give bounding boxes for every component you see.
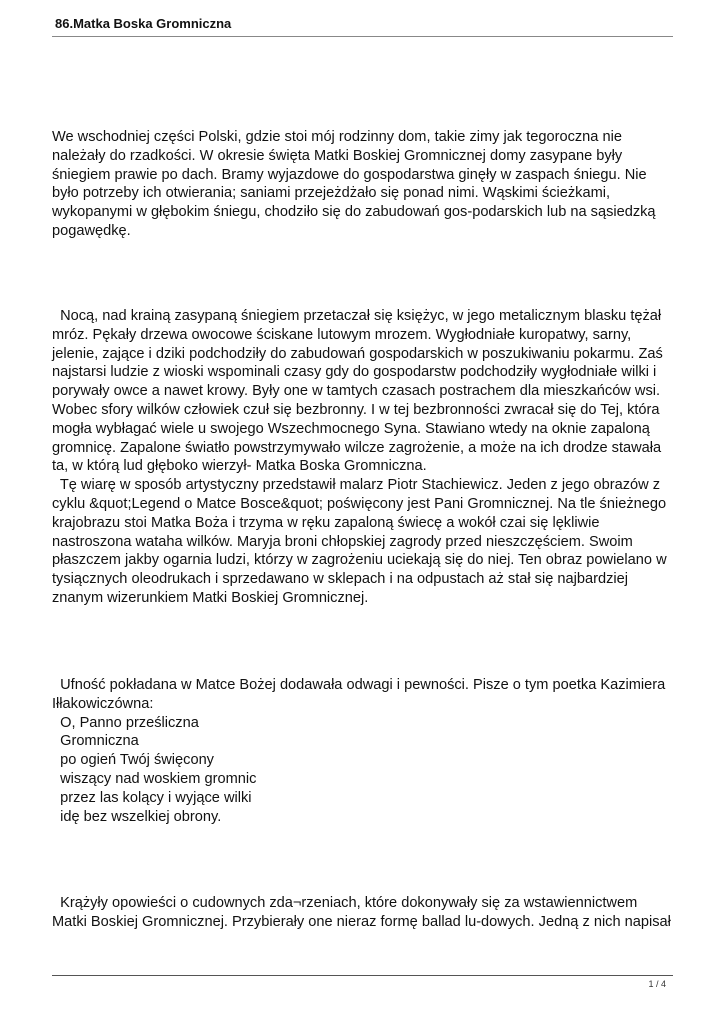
text-line: ta, w którą lud głęboko wierzył- Matka Boska Gromniczna. bbox=[52, 458, 427, 475]
text-line: Tę wiarę w sposób artystyczny przedstawił malarz Piotr Stachiewicz. Jeden z jego obrazów z bbox=[52, 477, 661, 494]
page-number: 1 / 4 bbox=[648, 979, 666, 989]
text-line: śniegiem prawie po dach. Bramy wyjazdowe do gospodarstwa ginęły w zaspach śniegu. Nie bbox=[52, 166, 647, 183]
text-line: We wschodniej części Polski, gdzie stoi mój rodzinny dom, takie zimy jak tegoroczna nie bbox=[52, 129, 622, 145]
text-line: Gromniczna bbox=[52, 733, 139, 750]
text-line: Wobec sfory wilków człowiek czuł się bezbronny. I w tej bezbronności zwracał się do Tej, która bbox=[52, 401, 660, 418]
page-title: 86.Matka Boska Gromniczna bbox=[55, 16, 232, 31]
text-line: mogła wybłagać wiele u swojego Wszechmocnego Syna. Stawiano wtedy na oknie zapaloną bbox=[52, 420, 650, 437]
text-line: było potrzeby ich otwierania; saniami przejeżdżało się ponad nimi. Wąskimi ścieżkami, bbox=[52, 185, 611, 202]
text-line: porywały owce a nawet krowy. Były one w tamtych czasach postrachem dla mieszkańców wsi. bbox=[52, 383, 661, 400]
text-line: najstarsi ludzie z wioski wspominali czasy gdy do gospodarstw podchodziły wygłodniałe wilki i bbox=[52, 364, 657, 381]
text-line: wiszący nad woskiem gromnic bbox=[52, 770, 257, 787]
text-line: idę bez wszelkiej obrony. bbox=[52, 808, 222, 825]
text-line: O, Panno prześliczna bbox=[52, 714, 199, 731]
header-divider bbox=[52, 36, 673, 37]
text-line: Ufność pokładana w Matce Bożej dodawała odwagi i pewności. Pisze o tym poetka Kazimiera bbox=[52, 677, 666, 693]
text-line: Iłłakowiczówna: bbox=[52, 695, 154, 712]
text-line: po ogień Twój święcony bbox=[52, 752, 214, 769]
text-line: Matki Boskiej Gromnicznej. Przybierały one nieraz formę ballad lu-dowych. Jedną z nich napisał bbox=[52, 913, 671, 930]
footer-divider bbox=[52, 975, 673, 976]
text-line: płaszczem jakby ogarnia ludzi, którzy w zagrożeniu uciekają się do niej. Ten obraz powielano w bbox=[52, 552, 667, 569]
text-line: pogawędkę. bbox=[52, 222, 131, 239]
text-line: krajobrazu stoi Matka Boża i trzyma w ręku zapaloną świecę a wokół czai się lękliwie bbox=[52, 514, 600, 531]
text-line: należały do rzadkości. W okresie święta Matki Boskiej Gromnicznej domy zasypane były bbox=[52, 147, 623, 164]
text-line: cyklu &quot;Legend o Matce Bosce&quot; poświęcony jest Pani Gromnicznej. Na tle śnieżnego bbox=[52, 495, 667, 512]
text-line: Nocą, nad krainą zasypaną śniegiem przetaczał się księżyc, w jego metalicznym blasku tężał bbox=[52, 308, 662, 324]
text-line: wykopanymi w głębokim śniegu, chodziło się do zabudowań gos-podarskich lub na sąsiedzką bbox=[52, 204, 656, 221]
paragraph-poem bbox=[52, 676, 676, 826]
text-line: jelenie, zające i dziki podchodziły do zabudowań gospodarskich w poszukiwaniu pokarmu. Zaś bbox=[52, 345, 663, 362]
text-line: nastroszona wataha wilków. Maryja broni chłopskiej zagrody przed nieszczęściem. Swoim bbox=[52, 533, 633, 550]
text-line: znanym wizerunkiem Matki Boskiej Gromnicznej. bbox=[52, 589, 369, 606]
text-line: mróz. Pękały drzewa owocowe ściskane lutowym mrozem. Wygłodniałe kuropatwy, sarny, bbox=[52, 326, 632, 343]
paragraph-night-wolves bbox=[52, 307, 676, 608]
paragraph-winter-intro bbox=[52, 128, 676, 241]
text-line: Krążyły opowieści o cudownych zda¬rzeniach, które dokonywały się za wstawiennictwem bbox=[52, 895, 638, 911]
paragraph-stories bbox=[52, 894, 676, 932]
text-line: tysiącznych oleodrukach i sprzedawano w sklepach i na odpustach aż stał się najbardziej bbox=[52, 571, 628, 588]
text-line: przez las kolący i wyjące wilki bbox=[52, 789, 252, 806]
text-line: gromnicę. Zapalone światło powstrzymywało wilcze zagrożenie, a może na ich drodze stawała bbox=[52, 439, 662, 456]
